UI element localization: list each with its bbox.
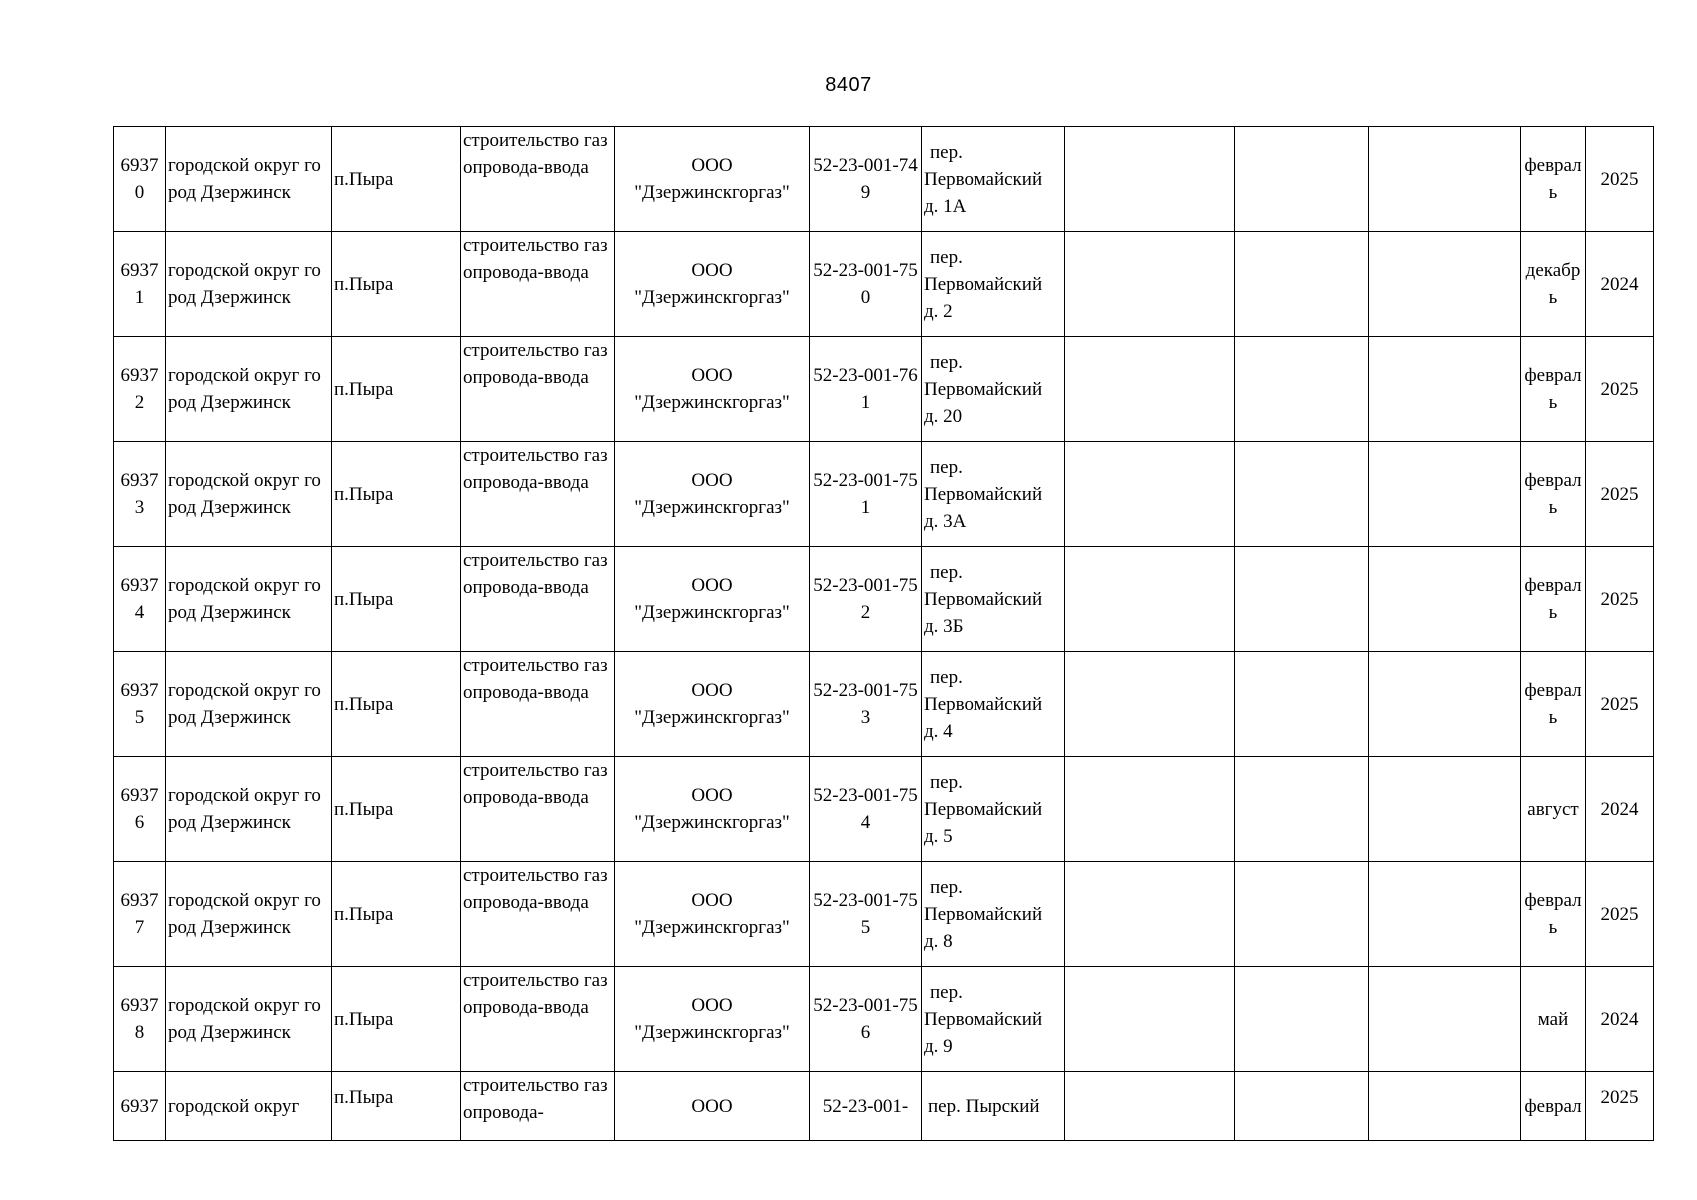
- address-street-name: Первомайский: [924, 693, 1043, 715]
- cell-address: [922, 232, 1065, 337]
- cell-number: 69378: [114, 967, 166, 1072]
- cell-empty-2: [1235, 757, 1369, 862]
- address-street-name: Первомайский: [924, 903, 1043, 925]
- cell-year: 2025: [1586, 547, 1654, 652]
- org-form: ООО: [691, 575, 733, 596]
- address-house: д. 3Б: [924, 615, 964, 637]
- cell-empty-1: [1065, 757, 1235, 862]
- cell-year: 2025: [1586, 337, 1654, 442]
- address-street-type: пер.: [930, 141, 963, 163]
- table-row: [114, 232, 1654, 337]
- cell-number: 69373: [114, 442, 166, 547]
- cell-empty-2: [1235, 127, 1369, 232]
- table-row: [114, 967, 1654, 1072]
- address-house: д. 3А: [924, 510, 967, 532]
- org-name: "Дзержинскгоргаз": [634, 497, 790, 518]
- org-form: ООО: [691, 365, 733, 386]
- cell-code: 52-23-001-755: [810, 862, 922, 967]
- cell-month: феврал ь: [1521, 862, 1586, 967]
- cell-work-type: строительство газопровода-: [461, 1072, 615, 1141]
- cell-empty-3: [1369, 967, 1521, 1072]
- cell-district: городской округ город Дзержинск: [166, 547, 332, 652]
- cell-empty-2: [1235, 442, 1369, 547]
- cell-district: городской округ город Дзержинск: [166, 862, 332, 967]
- cell-empty-3: [1369, 442, 1521, 547]
- org-name: "Дзержинскгоргаз": [634, 1022, 790, 1043]
- cell-district: городской округ город Дзержинск: [166, 967, 332, 1072]
- cell-number: 69371: [114, 232, 166, 337]
- cell-address: [922, 442, 1065, 547]
- cell-organization: [615, 862, 810, 967]
- address-street-name: Первомайский: [924, 1008, 1043, 1030]
- cell-number: 69370: [114, 127, 166, 232]
- org-name: "Дзержинскгоргаз": [634, 182, 790, 203]
- cell-number: 6937: [114, 1072, 166, 1141]
- address-street-name: Первомайский: [924, 798, 1043, 820]
- table-row: [114, 757, 1654, 862]
- org-form: ООО: [691, 785, 733, 806]
- cell-empty-2: [1235, 337, 1369, 442]
- org-form: ООО: [691, 470, 733, 491]
- cell-empty-1: [1065, 862, 1235, 967]
- cell-number: 69374: [114, 547, 166, 652]
- cell-address: пер. Пырский: [922, 1072, 1065, 1141]
- cell-work-type: строительство газопровода-ввода: [461, 442, 615, 547]
- cell-organization: [615, 547, 810, 652]
- cell-number: 69376: [114, 757, 166, 862]
- cell-work-type: строительство газопровода-ввода: [461, 967, 615, 1072]
- address-street-name: Первомайский: [924, 273, 1043, 295]
- address-house: д. 5: [924, 825, 953, 847]
- cell-work-type: строительство газопровода-ввода: [461, 127, 615, 232]
- address-house: д. 20: [924, 405, 963, 427]
- address-street-type: пер.: [930, 771, 963, 793]
- cell-organization: [615, 337, 810, 442]
- address-street-name: Первомайский: [924, 588, 1043, 610]
- cell-locality: п.Пыра: [332, 127, 461, 232]
- cell-code: 52-23-001-751: [810, 442, 922, 547]
- cell-month: август: [1521, 757, 1586, 862]
- cell-organization: [615, 442, 810, 547]
- cell-empty-1: [1065, 442, 1235, 547]
- cell-organization: [615, 652, 810, 757]
- cell-empty-1: [1065, 967, 1235, 1072]
- cell-locality: п.Пыра: [332, 232, 461, 337]
- address-street-type: пер.: [930, 351, 963, 373]
- cell-work-type: строительство газопровода-ввода: [461, 757, 615, 862]
- org-form: ООО: [691, 995, 733, 1016]
- cell-empty-2: [1235, 232, 1369, 337]
- table-row: [114, 127, 1654, 232]
- cell-code: 52-23-001-754: [810, 757, 922, 862]
- cell-year: 2025: [1586, 652, 1654, 757]
- cell-empty-3: [1369, 127, 1521, 232]
- cell-empty-2: [1235, 1072, 1369, 1141]
- cell-address: [922, 652, 1065, 757]
- table-row: [114, 442, 1654, 547]
- cell-district: городской округ город Дзержинск: [166, 337, 332, 442]
- cell-organization: [615, 757, 810, 862]
- org-name: "Дзержинскгоргаз": [634, 812, 790, 833]
- cell-year: 2024: [1586, 967, 1654, 1072]
- cell-empty-3: [1369, 757, 1521, 862]
- cell-empty-3: [1369, 862, 1521, 967]
- address-house: д. 4: [924, 720, 953, 742]
- cell-organization: [615, 127, 810, 232]
- cell-month: феврал ь: [1521, 652, 1586, 757]
- address-house: д. 2: [924, 300, 953, 322]
- cell-organization: [615, 967, 810, 1072]
- cell-empty-1: [1065, 337, 1235, 442]
- org-form: ООО: [691, 260, 733, 281]
- cell-locality: п.Пыра: [332, 1072, 461, 1141]
- table-row: [114, 862, 1654, 967]
- table-row: [114, 547, 1654, 652]
- address-street-name: Первомайский: [924, 378, 1043, 400]
- cell-district: городской округ город Дзержинск: [166, 442, 332, 547]
- org-name: "Дзержинскгоргаз": [634, 287, 790, 308]
- cell-district: городской округ город Дзержинск: [166, 652, 332, 757]
- cell-month: феврал ь: [1521, 547, 1586, 652]
- cell-empty-1: [1065, 127, 1235, 232]
- address-house: д. 1А: [924, 195, 967, 217]
- cell-empty-3: [1369, 232, 1521, 337]
- table-body: [114, 127, 1654, 1141]
- org-name: "Дзержинскгоргаз": [634, 602, 790, 623]
- cell-locality: п.Пыра: [332, 442, 461, 547]
- cell-year: 2024: [1586, 232, 1654, 337]
- cell-month: декабр ь: [1521, 232, 1586, 337]
- cell-empty-2: [1235, 547, 1369, 652]
- cell-code: 52-23-001-: [810, 1072, 922, 1141]
- org-form: ООО: [691, 890, 733, 911]
- cell-empty-1: [1065, 1072, 1235, 1141]
- cell-work-type: строительство газопровода-ввода: [461, 232, 615, 337]
- cell-year: 2025: [1586, 862, 1654, 967]
- address-street-type: пер.: [930, 561, 963, 583]
- cell-empty-3: [1369, 337, 1521, 442]
- org-name: "Дзержинскгоргаз": [634, 917, 790, 938]
- cell-month: феврал ь: [1521, 337, 1586, 442]
- address-street-type: пер.: [930, 981, 963, 1003]
- cell-address: [922, 757, 1065, 862]
- cell-work-type: строительство газопровода-ввода: [461, 652, 615, 757]
- cell-district: городской округ: [166, 1072, 332, 1141]
- address-street-type: пер.: [930, 666, 963, 688]
- org-form: ООО: [691, 680, 733, 701]
- cell-work-type: строительство газопровода-ввода: [461, 547, 615, 652]
- cell-code: 52-23-001-761: [810, 337, 922, 442]
- cell-organization: [615, 232, 810, 337]
- cell-month: феврал ь: [1521, 442, 1586, 547]
- cell-empty-3: [1369, 547, 1521, 652]
- address-street-type: пер.: [930, 456, 963, 478]
- cell-locality: п.Пыра: [332, 547, 461, 652]
- cell-address: [922, 967, 1065, 1072]
- cell-code: 52-23-001-750: [810, 232, 922, 337]
- registry-table: [113, 126, 1654, 1141]
- page-number: 8407: [825, 74, 872, 96]
- cell-year: 2025: [1586, 1072, 1654, 1141]
- cell-district: городской округ город Дзержинск: [166, 232, 332, 337]
- address-street-name: Первомайский: [924, 168, 1043, 190]
- cell-code: 52-23-001-752: [810, 547, 922, 652]
- cell-empty-1: [1065, 547, 1235, 652]
- cell-code: 52-23-001-749: [810, 127, 922, 232]
- cell-district: городской округ город Дзержинск: [166, 127, 332, 232]
- cell-locality: п.Пыра: [332, 862, 461, 967]
- table-row: [114, 337, 1654, 442]
- org-name: "Дзержинскгоргаз": [634, 707, 790, 728]
- cell-month: феврал: [1521, 1072, 1586, 1141]
- cell-organization: ООО: [615, 1072, 810, 1141]
- cell-number: 69375: [114, 652, 166, 757]
- cell-empty-1: [1065, 232, 1235, 337]
- cell-code: 52-23-001-756: [810, 967, 922, 1072]
- cell-locality: п.Пыра: [332, 757, 461, 862]
- address-house: д. 9: [924, 1035, 953, 1057]
- table-row-partial: [114, 1072, 1654, 1141]
- org-form: ООО: [691, 155, 733, 176]
- cell-empty-3: [1369, 652, 1521, 757]
- cell-locality: п.Пыра: [332, 652, 461, 757]
- cell-locality: п.Пыра: [332, 337, 461, 442]
- cell-year: 2025: [1586, 442, 1654, 547]
- table-row: [114, 652, 1654, 757]
- cell-work-type: строительство газопровода-ввода: [461, 337, 615, 442]
- cell-empty-2: [1235, 967, 1369, 1072]
- address-street-name: Первомайский: [924, 483, 1043, 505]
- cell-address: [922, 127, 1065, 232]
- cell-month: феврал ь: [1521, 127, 1586, 232]
- cell-month: май: [1521, 967, 1586, 1072]
- cell-address: [922, 547, 1065, 652]
- cell-address: [922, 862, 1065, 967]
- address-street-type: пер.: [930, 876, 963, 898]
- cell-locality: п.Пыра: [332, 967, 461, 1072]
- org-name: "Дзержинскгоргаз": [634, 392, 790, 413]
- cell-address: [922, 337, 1065, 442]
- cell-code: 52-23-001-753: [810, 652, 922, 757]
- address-street-type: пер.: [930, 246, 963, 268]
- cell-number: 69377: [114, 862, 166, 967]
- cell-year: 2024: [1586, 757, 1654, 862]
- cell-empty-2: [1235, 862, 1369, 967]
- cell-district: городской округ город Дзержинск: [166, 757, 332, 862]
- cell-work-type: строительство газопровода-ввода: [461, 862, 615, 967]
- cell-empty-2: [1235, 652, 1369, 757]
- cell-empty-3: [1369, 1072, 1521, 1141]
- cell-empty-1: [1065, 652, 1235, 757]
- cell-year: 2025: [1586, 127, 1654, 232]
- cell-number: 69372: [114, 337, 166, 442]
- address-house: д. 8: [924, 930, 953, 952]
